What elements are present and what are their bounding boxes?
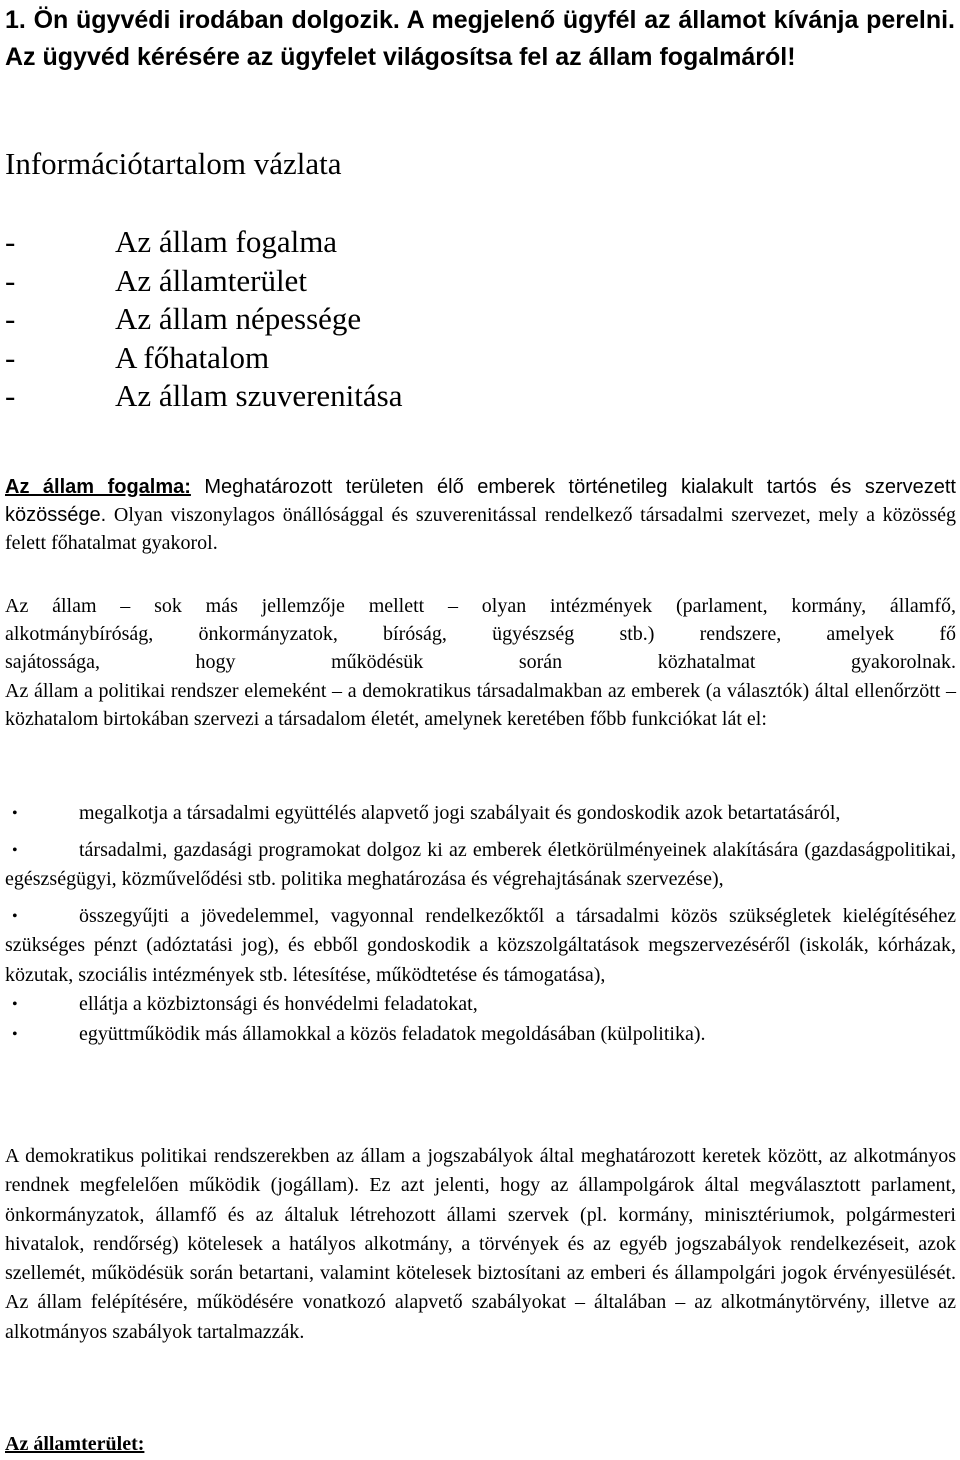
definition-text-sans: Meghatározott területen élő emberek történetileg kialakult tartós és szervezett közössége. — [5, 476, 956, 527]
outline-item — [5, 223, 402, 262]
features-paragraph — [5, 592, 956, 733]
definition-text-serif: Olyan viszonylagos önállósággal és szuverenitással rendelkező társadalmi szervezet, mely a közösség felett főhatalmat gyakorol. — [5, 504, 956, 555]
definition-label: Az állam fogalma: — [5, 476, 191, 498]
features-line: Az állam – sok más jellemzője mellett – olyan intézmények (parlament, kormány, államfő, — [5, 595, 956, 617]
function-item-text: megalkotja a társadalmi együttélés alapvető jogi szabályait és gondoskodik azok betartatásáról, — [79, 802, 841, 824]
outline-item — [5, 339, 402, 378]
section-heading-state-territory: Az államterület: — [5, 1433, 145, 1455]
function-item — [5, 1020, 956, 1050]
function-item-text: együttműködik más államokkal a közös feladatok megoldásában (külpolitika). — [79, 1022, 706, 1045]
function-item — [5, 990, 956, 1020]
question-title: 1. Ön ügyvédi irodában dolgozik. A megjelenő ügyfél az államot kívánja perelni. Az ügyvéd kérésére az ügyfelet világosítsa fel az állam fogalmáról! — [5, 6, 955, 71]
bullet-icon: • — [12, 841, 18, 859]
function-item — [5, 902, 956, 991]
outline-item — [5, 300, 402, 339]
features-line: sajátossága, hogy működésük során közhatalmat gyakorolnak. — [5, 651, 956, 674]
outline-item-label: Az állam fogalma — [115, 224, 338, 259]
function-item — [5, 799, 956, 829]
function-item-text: ellátja a közbiztonsági és honvédelmi feladatokat, — [79, 993, 478, 1015]
features-line: Az állam a politikai rendszer elemeként – a demokratikus társadalmakban az emberek (a választók) által ellenőrzött – közhatalom birtokában szervezi a társadalom életét, amelynek keretében főbb funkciókat lát el: — [5, 679, 956, 730]
outline-item-label: Az állam szuverenitása — [115, 378, 403, 413]
outline-item — [5, 377, 402, 416]
dash-marker: - — [5, 224, 16, 259]
outline-list — [5, 223, 402, 416]
outline-item-label: Az államterület — [115, 262, 307, 298]
functions-list — [5, 792, 956, 1049]
outline-heading: Információtartalom vázlata — [5, 146, 342, 181]
outline-item — [5, 262, 402, 301]
dash-marker: - — [5, 262, 16, 298]
bullet-icon: • — [12, 805, 18, 822]
bullet-icon: • — [12, 996, 18, 1013]
features-line: alkotmánybíróság, önkormányzatok, bíróság, ügyészség stb.) rendszere, amelyek fő — [5, 623, 956, 646]
dash-marker: - — [5, 339, 16, 375]
definition-paragraph — [5, 473, 956, 558]
dash-marker: - — [5, 378, 16, 413]
function-item-text: társadalmi, gazdasági programokat dolgoz ki az emberek életkörülményeinek alakítására (gazdaságpolitikai, egészségügyi, közművelődési stb. politika meghatározása és végrehajtásának szervezése), — [5, 838, 956, 890]
function-item-text: összegyűjti a jövedelemmel, vagyonnal rendelkezőktől a társadalmi közös szükségletek kielégítéséhez szükséges pénzt (adóztatási jog), és ebből gondoskodik a közszolgáltatások megszervezéséről (iskolák, kórházak, közutak, szociális intézmények stb. létesítése, működtetése és támogatása), — [5, 904, 956, 986]
outline-item-label: A főhatalom — [115, 339, 270, 375]
bullet-icon: • — [12, 907, 18, 925]
function-item — [5, 836, 956, 895]
bullet-icon: • — [12, 1025, 18, 1043]
outline-item-label: Az állam népessége — [115, 301, 362, 336]
democratic-paragraph: A demokratikus politikai rendszerekben az állam a jogszabályok által meghatározott keretek között, az alkotmányos rendnek megfelelően működik (jogállam). Ez azt jelenti, hogy az állampolgárok által megválasztott parlament, önkormányzatok, államfő és az általuk létrehozott állami szervek (pl. kormány, minisztériumok, polgármesteri hivatalok, rendőrség) kötelesek a hatályos alkotmány, a törvények és az egyéb jogszabályok rendelkezéseit, azok szellemét, működésük során betartani, valamint kötelesek biztosítani az emberi és állampolgári jogok érvényesülését. Az állam felépítésére, működésére vonatkozó alapvető szabályokat – általában – az alkotmánytörvény, illetve az alkotmányos szabályok tartalmazzák. — [5, 1145, 956, 1343]
dash-marker: - — [5, 301, 16, 336]
